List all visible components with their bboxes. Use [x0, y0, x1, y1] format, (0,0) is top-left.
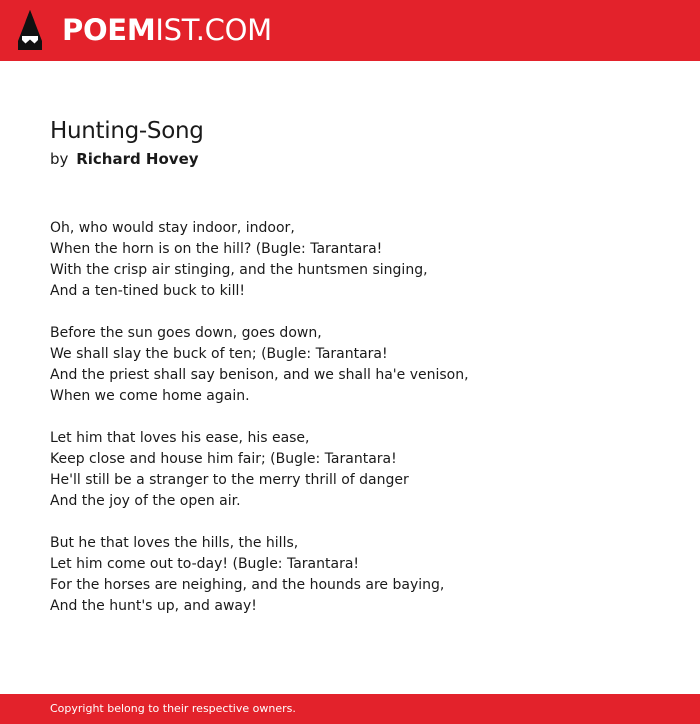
poem-line: When we come home again.	[50, 388, 250, 404]
poem-line: And a ten-tined buck to kill!	[50, 283, 245, 299]
poem-line: For the horses are neighing, and the hounds are baying,	[50, 577, 445, 593]
poem-line: Let him come out to-day! (Bugle: Tarantara!	[50, 556, 360, 572]
poem-line: But he that loves the hills, the hills,	[50, 535, 299, 551]
poem-body	[50, 218, 670, 638]
logo-bold-text: POEM	[62, 13, 156, 47]
poem-title: Hunting-Song	[50, 118, 204, 144]
byline	[50, 148, 199, 170]
poem-line: He'll still be a stranger to the merry thrill of danger	[50, 472, 409, 488]
poem-line: Oh, who would stay indoor, indoor,	[50, 220, 295, 236]
site-footer	[0, 694, 700, 724]
poem-line: Keep close and house him fair; (Bugle: Tarantara!	[50, 451, 397, 467]
site-logo[interactable]	[62, 13, 272, 47]
poem-line: Before the sun goes down, goes down,	[50, 325, 322, 341]
poem-line: And the joy of the open air.	[50, 493, 241, 509]
author-name: Richard Hovey	[76, 150, 199, 168]
poem-line: With the crisp air stinging, and the huntsmen singing,	[50, 262, 428, 278]
stanza	[50, 218, 670, 302]
poem-line: And the hunt's up, and away!	[50, 598, 257, 614]
poem-line: We shall slay the buck of ten; (Bugle: Tarantara!	[50, 346, 388, 362]
stanza	[50, 533, 670, 617]
stanza	[50, 323, 670, 407]
copyright-notice: Copyright belong to their respective owners.	[50, 702, 296, 715]
by-label: by	[50, 150, 69, 168]
site-header	[0, 0, 700, 61]
poem-line: Let him that loves his ease, his ease,	[50, 430, 310, 446]
stanza	[50, 428, 670, 512]
poem-line: And the priest shall say benison, and we shall ha'e venison,	[50, 367, 469, 383]
pencil-tip-icon[interactable]	[17, 9, 43, 51]
logo-light-text: IST.COM	[155, 13, 272, 47]
poem-line: When the horn is on the hill? (Bugle: Tarantara!	[50, 241, 383, 257]
